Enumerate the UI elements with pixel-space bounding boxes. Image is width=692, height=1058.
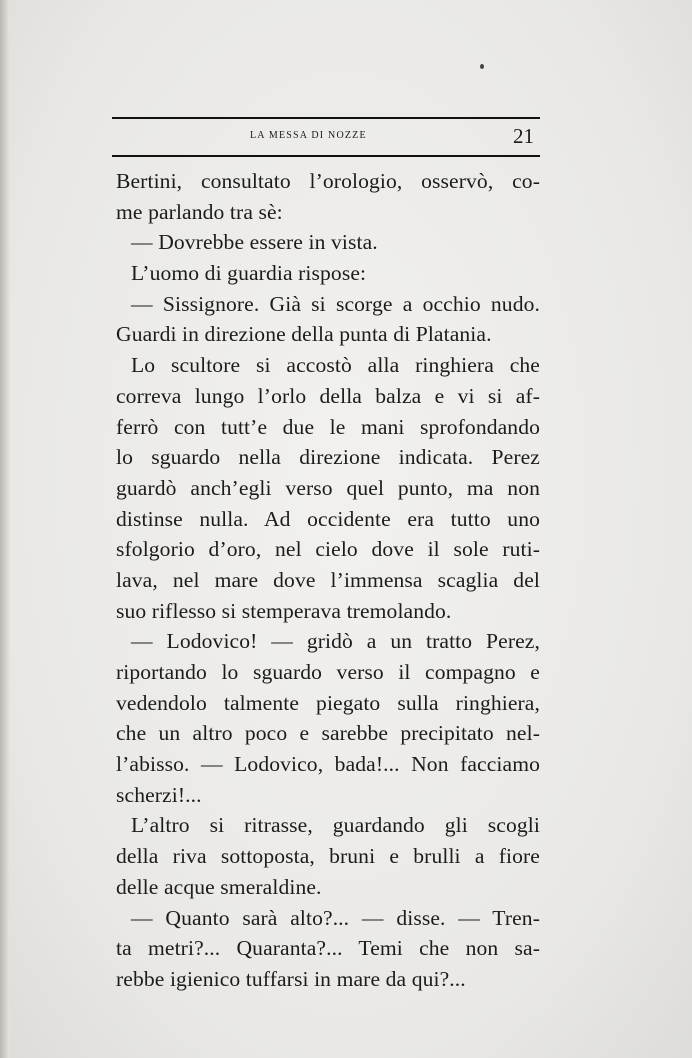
text-line: — Dovrebbe essere in vista.: [131, 230, 378, 255]
text-line: L’altro si ritrasse, guardando gli scogli: [131, 813, 540, 838]
text-line: L’uomo di guardia rispose:: [131, 261, 367, 286]
header-rule-bottom: [112, 155, 540, 157]
text-line: me parlando tra sè:: [116, 199, 283, 224]
body-text: [116, 166, 540, 995]
text-line: ta metri?... Quaranta?... Temi che non sa-: [116, 936, 540, 961]
text-line: delle acque smeraldine.: [116, 874, 322, 899]
text-line: l’abisso. — Lodovico, bada!... Non facciamo: [116, 752, 540, 777]
text-line: rebbe igienico tuffarsi in mare da qui?...: [116, 966, 466, 991]
text-line: riportando lo sguardo verso il compagno e: [116, 660, 540, 684]
text-line: vedendolo talmente piegato sulla ringhiera,: [116, 690, 540, 715]
text-line: — Lodovico! — gridò a un tratto Perez,: [131, 629, 540, 654]
text-line: guardò anch’egli verso quel punto, ma non: [116, 475, 540, 500]
text-line: Lo scultore si accostò alla ringhiera che: [131, 353, 540, 378]
text-line: sfolgorio d’oro, nel cielo dove il sole ruti-: [116, 537, 540, 562]
text-line: suo riflesso si stemperava tremolando.: [116, 598, 452, 623]
text-line: scherzi!...: [116, 782, 202, 807]
text-line: Bertini, consultato l’orologio, osservò, co-: [116, 169, 540, 193]
text-line: correva lungo l’orlo della balza e vi si af-: [116, 383, 540, 408]
text-line: Guardi in direzione della punta di Platania.: [116, 322, 492, 347]
binding-edge: [0, 0, 10, 1058]
header-rule-top: [112, 117, 540, 119]
text-line: lo sguardo nella direzione indicata. Perez: [116, 445, 540, 470]
text-line: lava, nel mare dove l’immensa scaglia del: [116, 567, 540, 592]
text-line: ferrò con tutt’e due le mani sprofondando: [116, 414, 540, 439]
text-line: della riva sottoposta, bruni e brulli a fiore: [116, 844, 540, 869]
page-number: 21: [513, 124, 534, 148]
running-title: LA MESSA DI NOZZE: [250, 130, 367, 141]
text-line: — Quanto sarà alto?... — disse. — Tren-: [131, 905, 540, 930]
text-line: distinse nulla. Ad occidente era tutto uno: [116, 506, 540, 531]
ink-speck: [480, 64, 484, 69]
text-line: — Sissignore. Già si scorge a occhio nudo.: [131, 291, 540, 316]
text-line: che un altro poco e sarebbe precipitato nel-: [116, 721, 540, 746]
